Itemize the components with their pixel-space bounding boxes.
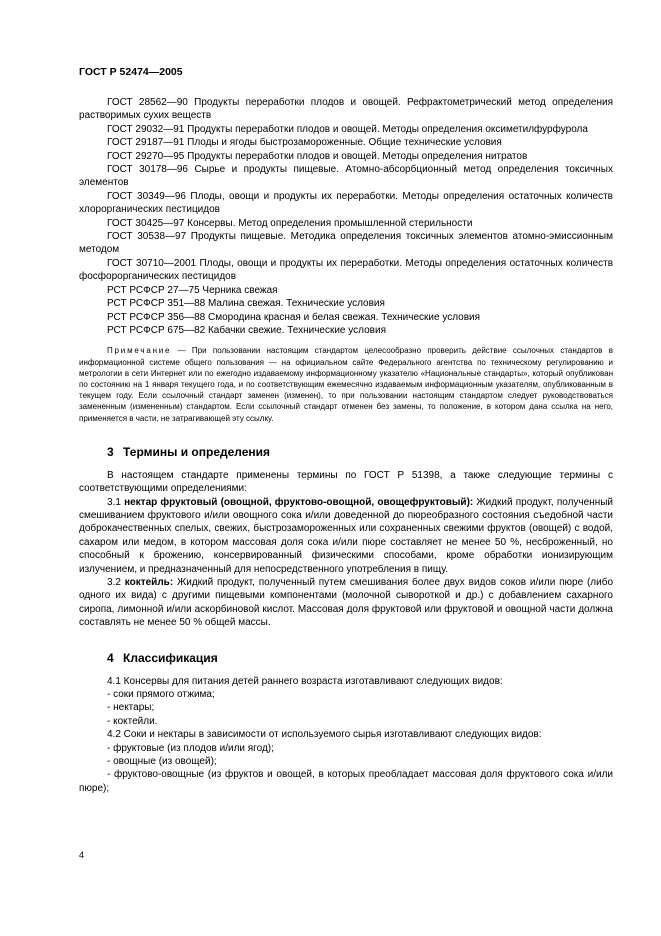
reference-item <box>79 150 613 163</box>
reference-item <box>79 311 613 324</box>
reference-item <box>79 297 613 310</box>
list-item: - коктейли. <box>107 715 158 727</box>
list-item: - овощные (из овощей); <box>107 756 217 768</box>
reference-code: ГОСТ 28562—90 <box>107 97 188 108</box>
term-3-2-name: коктейль: <box>124 576 174 588</box>
reference-title: Продукты пищевые. Методика определения токсичных элементов атомно-эмиссионным методом <box>79 231 613 256</box>
reference-title: Плоды, овощи и продукты их переработки. Методы определения остаточных количеств фосфорорганических пестицидов <box>79 257 614 283</box>
term-3-1 <box>79 496 613 576</box>
list-4-2 <box>79 742 613 769</box>
section-3-heading <box>79 445 613 459</box>
reference-code: ГОСТ 29032—91 <box>107 123 185 135</box>
note-paragraph <box>79 345 613 423</box>
reference-code: РСТ РСФСР 675—82 <box>107 324 206 336</box>
reference-code: ГОСТ 30425—97 <box>107 217 185 229</box>
section-3-title: Термины и определения <box>123 444 271 459</box>
term-3-1-number: 3.1 <box>107 496 121 508</box>
reference-title: Консервы. Метод определения промышленной стерильности <box>187 217 473 229</box>
reference-code: РСТ РСФСР 356—88 <box>107 311 206 323</box>
reference-title: Плоды, овощи и продукты их переработки. Методы определения остаточных количеств хлорорганических пестицидов <box>79 190 613 216</box>
term-3-1-definition: Жидкий продукт, полученный смешиванием фруктового и/или овощного сока и/или доведенной до пюреобразного состояния съедобной части доброкачественных спелых, свежих, быстрозамороженных или сохраненных свежими фруктов (овощей) с водой, сахаром или медом, в котором массовая доля сока и/или пюре составляет не менее 50 %, несброженный, но способный к брожению, консервированный физическими способами, кроме обработки ионизирующим излучением, и предназначенный для непосредственного употребления в пищу. <box>79 496 614 575</box>
list-item: - нектары; <box>107 702 155 714</box>
document-header: ГОСТ Р 52474—2005 <box>79 66 183 78</box>
reference-title: Продукты переработки плодов и овощей. Методы определения нитратов <box>187 150 528 162</box>
reference-title: Черника свежая <box>202 284 278 296</box>
reference-item <box>79 190 613 217</box>
reference-code: ГОСТ 30178—96 <box>107 164 188 176</box>
term-3-1-name: нектар фруктовый (овощной, фруктово-овощной, овощефруктовый): <box>124 496 474 508</box>
page-number: 4 <box>79 850 85 860</box>
reference-code: ГОСТ 30538—97 <box>107 231 187 243</box>
list-item: - фруктовые (из плодов и/или ягод); <box>107 742 274 754</box>
reference-code: ГОСТ 29270—95 <box>107 150 185 162</box>
term-3-2-definition: Жидкий продукт, полученный путем смешивания более двух видов соков и/или пюре (либо одного их вида) с другими пищевыми компонентами (молочной сывороткой и др.) с добавлением сахарного сиропа, лимонной и/или аскорбиновой кислот. Массовая доля фруктовой или фруктовой и овощной части должна составлять не менее 50 % общей массы. <box>79 576 614 629</box>
reference-code: РСТ РСФСР 351—88 <box>107 298 206 310</box>
reference-item <box>79 284 613 297</box>
term-3-2 <box>79 576 613 630</box>
reference-title: Продукты переработки плодов и овощей. Рефрактометрический метод определения растворимых сухих веществ <box>79 97 614 122</box>
paragraph-4-1: 4.1 Консервы для питания детей раннего возраста изготавливают следующих видов: <box>107 675 503 687</box>
normative-references-list <box>79 96 613 337</box>
section-4-heading <box>79 651 613 665</box>
section-3-intro: В настоящем стандарте применены термины по ГОСТ Р 51398, а также следующие термины с соответствующими определениями: <box>79 469 613 495</box>
list-item: - соки прямого отжима; <box>107 689 215 701</box>
list-item-4-2-last: - фруктово-овощные (из фруктов и овощей, в которых преобладает массовая доля фруктового сока и/или пюре); <box>79 769 613 794</box>
reference-code: РСТ РСФСР 27—75 <box>107 284 200 296</box>
reference-title: Сырье и продукты пищевые. Атомно-абсорбционный метод определения токсичных элементов <box>79 164 613 189</box>
reference-item <box>79 217 613 230</box>
reference-title: Кабачки свежие. Технические условия <box>207 324 386 336</box>
reference-item <box>79 136 613 149</box>
reference-code: ГОСТ 29187—91 <box>107 137 185 149</box>
note-text: — При пользовании настоящим стандартом целесообразно проверить действие ссылочных стандартов в информационной системе общего пользования — на официальном сайте Федерального агентства по техническому регулированию и метрологии в сети Интернет или по ежегодно издаваемому информационному указателю «Национальные стандарты», который опубликован по состоянию на 1 января текущего года, и по соответствующим ежемесячно издаваемым информационным указателям, опубликованным в текущем году. Если ссылочный стандарт заменен (изменен), то при пользовании настоящим стандартом следует руководствоваться замененным (измененным) стандартом. Если ссылочный стандарт отменен без замены, то положение, в котором дана ссылка на него, применяется в части, не затрагивающей эту ссылку. <box>79 346 613 423</box>
reference-title: Плоды и ягоды быстрозамороженные. Общие технические условия <box>187 137 502 149</box>
reference-item <box>79 163 613 190</box>
reference-code: ГОСТ 30349—96 <box>107 190 186 202</box>
reference-title: Продукты переработки плодов и овощей. Методы определения оксиметилфурфурола <box>187 123 588 135</box>
reference-item <box>79 230 613 257</box>
reference-item <box>79 123 613 136</box>
term-3-2-number: 3.2 <box>107 576 121 588</box>
reference-item <box>79 324 613 337</box>
section-3-number: 3 <box>107 444 114 459</box>
document-body <box>79 96 613 795</box>
reference-item <box>79 257 613 284</box>
note-label: Примечание <box>107 346 172 356</box>
reference-title: Смородина красная и белая свежая. Технические условия <box>207 311 481 323</box>
section-4-number: 4 <box>107 650 114 665</box>
list-4-1 <box>79 688 613 728</box>
reference-title: Малина свежая. Технические условия <box>207 298 385 310</box>
section-4-title: Классификация <box>123 650 218 665</box>
paragraph-4-2: 4.2 Соки и нектары в зависимости от используемого сырья изготавливают следующих видов: <box>107 729 542 741</box>
reference-item <box>79 96 613 123</box>
reference-code: ГОСТ 30710—2001 <box>107 257 197 269</box>
